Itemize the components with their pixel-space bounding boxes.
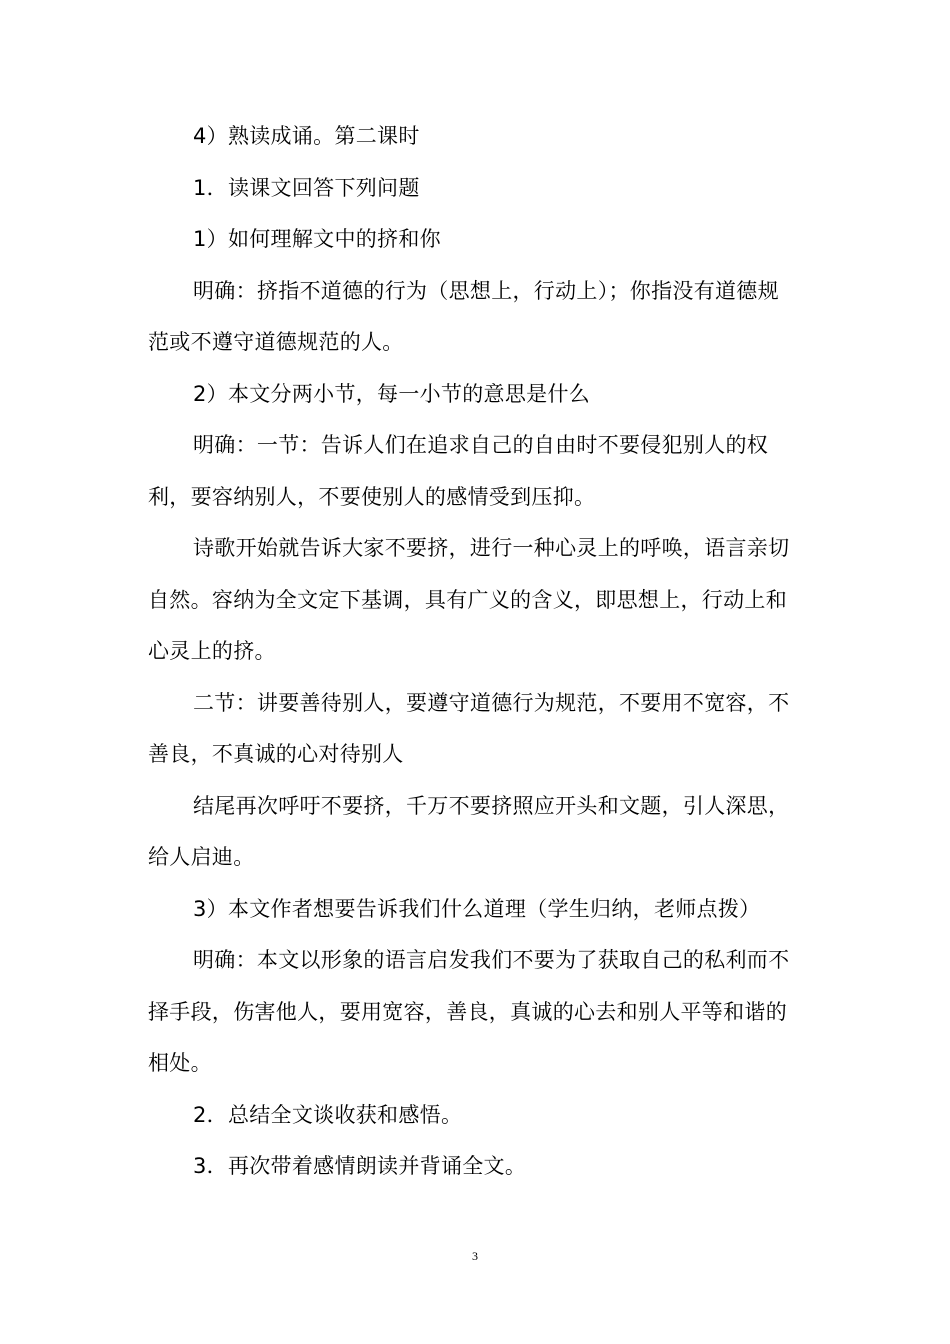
document-body: [148, 111, 800, 1193]
paragraph-answer-2-ending: 结尾再次呼吁不要挤，千万不要挤照应开头和文题，引人深思，给人启迪。: [148, 793, 790, 869]
paragraph-reading-task: 4）熟读成诵。第二课时: [193, 124, 420, 148]
paragraph-question-heading: 1．读课文回答下列问题: [193, 175, 420, 200]
paragraph-question-2: 2）本文分两小节，每一小节的意思是什么: [193, 381, 591, 406]
paragraph-answer-2-section-1: 明确：一节：告诉人们在追求自己的自由时不要侵犯别人的权利，要容纳别人，不要使别人的感情受到压抑。: [148, 433, 769, 509]
paragraph-question-3: 3）本文作者想要告诉我们什么道理（学生归纳，老师点拨）: [193, 896, 761, 921]
paragraph-summary-task: 2．总结全文谈收获和感悟。: [193, 1102, 463, 1127]
paragraph-answer-1: 明确：挤指不道德的行为（思想上，行动上）；你指没有道德规范或不遵守道德规范的人。: [148, 278, 779, 354]
paragraph-answer-2-analysis: 诗歌开始就告诉大家不要挤，进行一种心灵上的呼唤，语言亲切自然。容纳为全文定下基调，具有广义的含义，即思想上，行动上和心灵上的挤。: [148, 536, 790, 663]
page-number: 3: [472, 1249, 478, 1263]
paragraph-recite-task: 3．再次带着感情朗读并背诵全文。: [193, 1154, 527, 1178]
paragraph-answer-3: 明确：本文以形象的语言启发我们不要为了获取自己的私利而不择手段，伤害他人，要用宽容，善良，真诚的心去和别人平等和谐的相处。: [148, 948, 790, 1075]
paragraph-answer-2-section-2: 二节：讲要善待别人，要遵守道德行为规范，不要用不宽容，不善良，不真诚的心对待别人: [148, 690, 790, 766]
paragraph-question-1: 1）如何理解文中的挤和你: [193, 227, 441, 251]
